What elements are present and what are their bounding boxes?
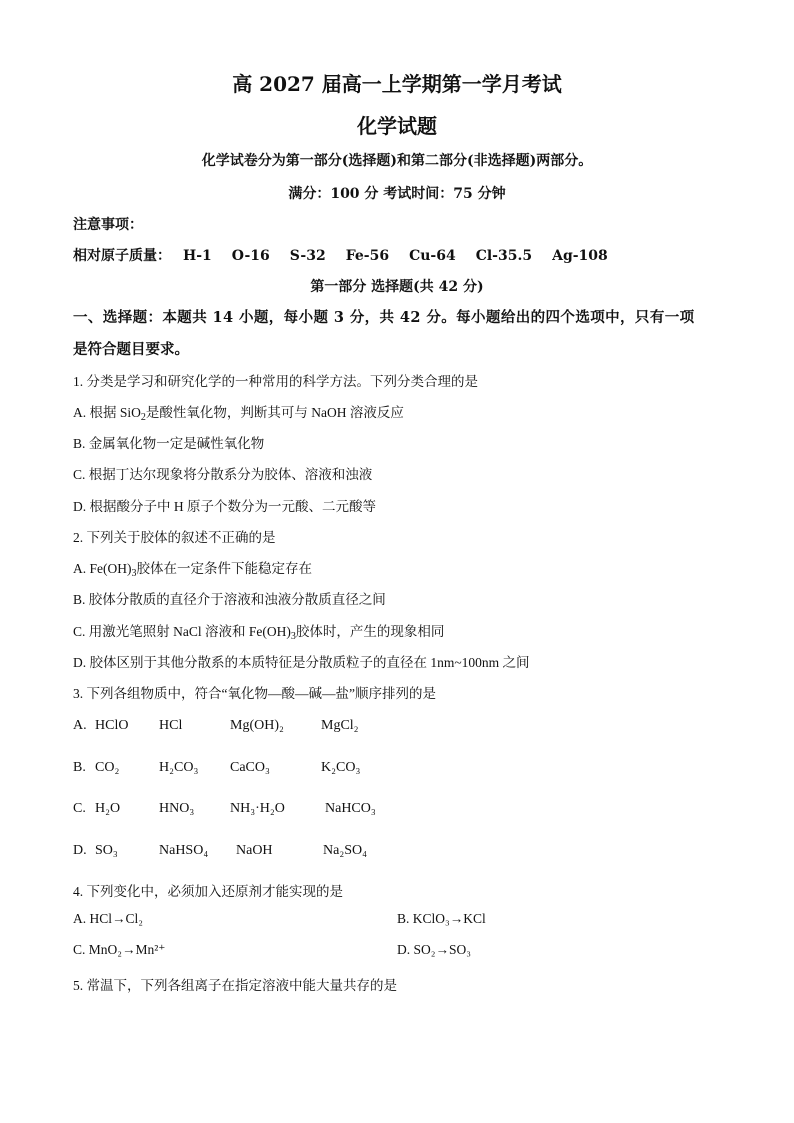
formula: NH₃·H₂O [230,801,285,816]
q3-option-a [73,718,359,734]
exam-intro: 化学试卷分为第一部分(选择题)和第二部分(非选择题)两部分。 [201,153,593,169]
q2-option-d: D. 胶体区别于其他分散系的本质特征是分散质粒子的直径在 1nm~100nm 之间 [73,655,530,670]
formula: HCl [159,718,183,733]
atomic-masses [73,245,628,265]
formula: CaCO₃ [230,760,270,775]
score-time: 满分：100 分 考试时间：75 分钟 [288,186,506,202]
part1-title: 第一部分 选择题(共 42 分) [310,279,484,295]
q2-c-text-post: 胶体时，产生的现象相同 [295,624,445,639]
q1-a-text: A. 根据 SiO [73,405,141,420]
option-label: B. [73,760,86,775]
formula: MgCl₂ [321,718,359,733]
formula: K₂CO₃ [321,760,361,775]
mass-item: Cu-64 [409,248,456,264]
section-heading-line2: 是符合题目要求。 [73,341,189,358]
formula: SO₃ [95,843,118,858]
q1-a-text-post: 是酸性氧化物，判断其可与 NaOH 溶液反应 [145,405,404,420]
formula: NaHCO₃ [325,801,376,816]
q1-option-c: C. 根据丁达尔现象将分散系分为胶体、溶液和浊液 [73,467,373,482]
formula: Mg(OH)₂ [230,718,284,733]
q2-c-sub: 3 [290,631,296,642]
formula: HClO [95,718,129,733]
q3-option-c [73,801,376,817]
q4-option-a: A. HCl→Cl₂ [73,911,143,926]
option-label: A. [73,718,87,733]
section-heading-line1: 一、选择题：本题共 14 小题，每小题 3 分，共 42 分。每小题给出的四个选项中，只有一项 [73,309,695,326]
notes-label: 注意事项： [73,217,143,233]
subject-title: 化学试题 [357,114,437,138]
q1-stem: 1. 分类是学习和研究化学的一种常用的科学方法。下列分类合理的是 [73,374,478,389]
q4-option-d: D. SO₂→SO₃ [397,942,471,957]
q4-option-c: C. MnO₂→Mn²⁺ [73,942,166,957]
mass-item: S-32 [289,248,326,264]
q3-option-b [73,760,361,776]
q2-a-text-post: 胶体在一定条件下能稳定存在 [136,561,312,576]
option-label: D. [73,843,87,858]
q3-option-d [73,843,367,859]
exam-title: 高 2027 届高一上学期第一学月考试 [232,72,562,96]
mass-item: H-1 [183,248,212,264]
mass-item: Cl-35.5 [475,248,533,264]
formula: CO₂ [95,760,120,775]
q2-a-sub: 3 [131,568,137,579]
mass-item: Ag-108 [552,248,608,264]
q3-stem: 3. 下列各组物质中，符合“氧化物—酸—碱—盐”顺序排列的是 [73,686,436,701]
q1-a-sub: 2 [140,412,146,423]
q2-option-b: B. 胶体分散质的直径介于溶液和浊液分散质直径之间 [73,592,386,607]
masses-label: 相对原子质量： [73,248,171,264]
q2-stem: 2. 下列关于胶体的叙述不正确的是 [73,530,276,545]
q2-option-c [73,620,444,642]
q5-stem: 5. 常温下，下列各组离子在指定溶液中能大量共存的是 [73,978,397,993]
q1-option-a [73,401,404,423]
mass-item: Fe-56 [345,248,390,264]
q1-option-d: D. 根据酸分子中 H 原子个数分为一元酸、二元酸等 [73,499,376,514]
q2-c-text: C. 用激光笔照射 NaCl 溶液和 Fe(OH) [73,624,291,639]
q1-option-b: B. 金属氧化物一定是碱性氧化物 [73,436,265,451]
mass-item: O-16 [231,248,270,264]
formula: H₂CO₃ [159,760,199,775]
formula: HNO₃ [159,801,195,816]
formula: NaOH [236,843,273,858]
option-label: C. [73,801,86,816]
q2-option-a [73,557,312,579]
q4-stem: 4. 下列变化中，必须加入还原剂才能实现的是 [73,884,343,899]
q2-a-text: A. Fe(OH) [73,561,132,576]
formula: NaHSO₄ [159,843,209,858]
q4-option-b: B. KClO₃→KCl [397,911,486,926]
formula: H₂O [95,801,121,816]
formula: Na₂SO₄ [323,843,367,858]
